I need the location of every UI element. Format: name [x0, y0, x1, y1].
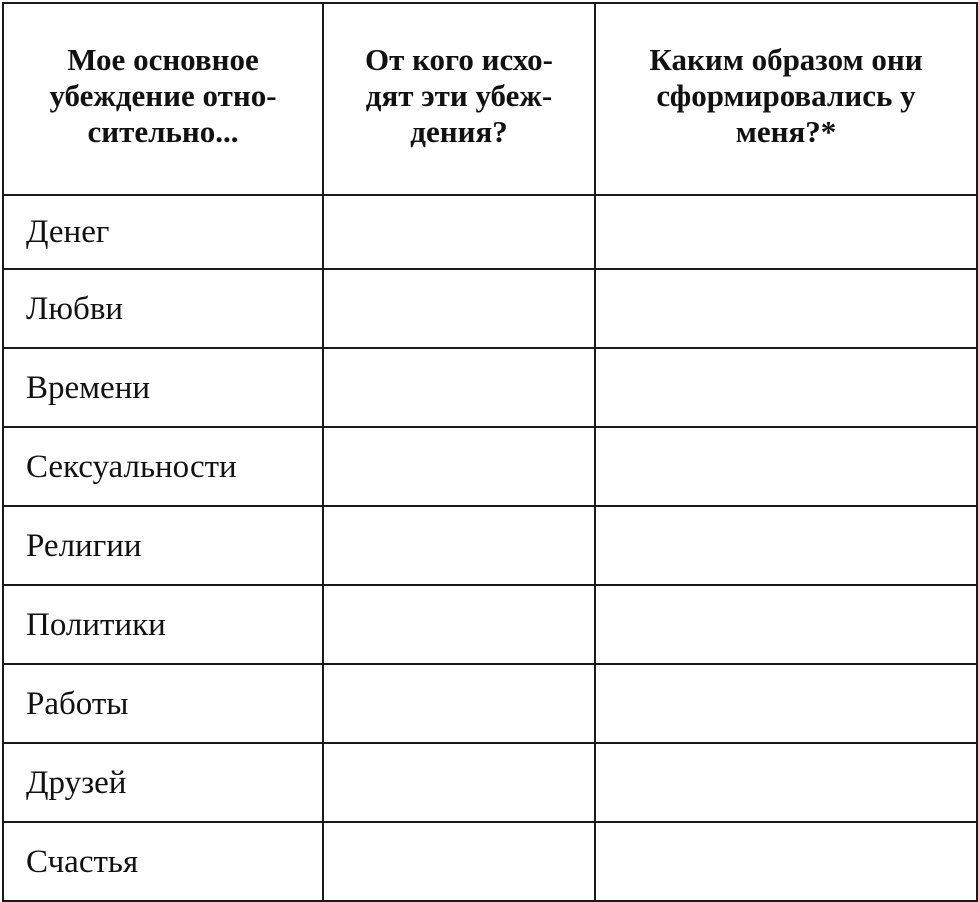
source-cell[interactable] [323, 269, 595, 348]
row-label: Друзей [3, 743, 323, 822]
formation-cell[interactable] [595, 269, 977, 348]
source-cell[interactable] [323, 822, 595, 901]
formation-cell[interactable] [595, 348, 977, 427]
formation-cell[interactable] [595, 743, 977, 822]
row-label: Счастья [3, 822, 323, 901]
table-row [3, 269, 977, 348]
table-row [3, 822, 977, 901]
header-belief-formation: Каким образом они сформировались у меня?* [595, 3, 977, 195]
formation-cell[interactable] [595, 195, 977, 269]
beliefs-table [2, 2, 978, 902]
formation-cell[interactable] [595, 427, 977, 506]
table-row [3, 743, 977, 822]
source-cell[interactable] [323, 585, 595, 664]
row-label: Времени [3, 348, 323, 427]
header-row [3, 3, 977, 195]
row-label: Денег [3, 195, 323, 269]
header-main-belief: Мое основное убеждение отно- сительно... [3, 3, 323, 195]
source-cell[interactable] [323, 427, 595, 506]
formation-cell[interactable] [595, 664, 977, 743]
row-label: Политики [3, 585, 323, 664]
row-label: Сексуальности [3, 427, 323, 506]
header-belief-source: От кого исхо- дят эти убеж- дения? [323, 3, 595, 195]
table-row [3, 585, 977, 664]
source-cell[interactable] [323, 195, 595, 269]
row-label: Любви [3, 269, 323, 348]
table-row [3, 427, 977, 506]
table-row [3, 506, 977, 585]
row-label: Религии [3, 506, 323, 585]
formation-cell[interactable] [595, 585, 977, 664]
source-cell[interactable] [323, 743, 595, 822]
source-cell[interactable] [323, 348, 595, 427]
table-row [3, 348, 977, 427]
source-cell[interactable] [323, 664, 595, 743]
formation-cell[interactable] [595, 506, 977, 585]
formation-cell[interactable] [595, 822, 977, 901]
table-row [3, 664, 977, 743]
table-row [3, 195, 977, 269]
source-cell[interactable] [323, 506, 595, 585]
row-label: Работы [3, 664, 323, 743]
